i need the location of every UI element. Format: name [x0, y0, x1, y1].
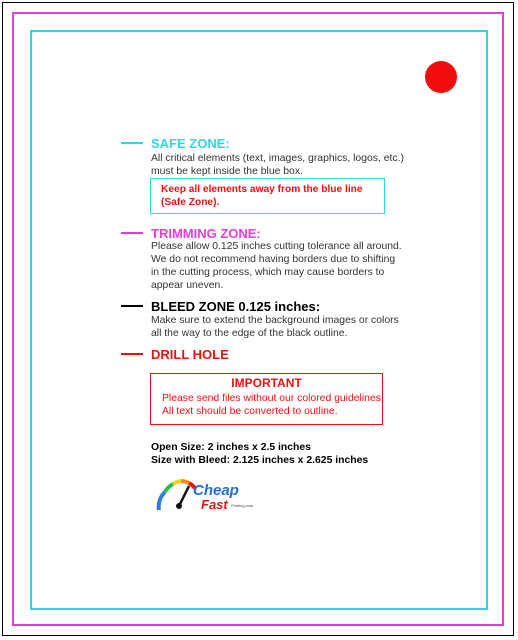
drill-hole-marker — [425, 61, 457, 93]
safe-zone-line-1: All critical elements (text, images, graphics, logos, etc.) — [151, 153, 404, 164]
safe-zone-text — [151, 152, 404, 178]
trim-zone-line-3: in the cutting process, which may cause borders to — [151, 267, 385, 278]
bleed-zone-title: BLEED ZONE 0.125 inches: — [151, 299, 321, 314]
trim-zone-text — [151, 240, 402, 292]
trim-zone-legend-line — [121, 232, 143, 234]
bleed-zone-legend-line — [121, 305, 143, 307]
size-info — [151, 441, 368, 467]
logo-word-printing: Printing.com — [231, 503, 254, 508]
logo-word-fast: Fast — [201, 497, 228, 512]
safe-zone-title: SAFE ZONE: — [151, 136, 230, 151]
open-size: Open Size: 2 inches x 2.5 inches — [151, 442, 311, 453]
drill-hole-legend-line — [121, 353, 143, 355]
important-title: IMPORTANT — [231, 376, 302, 390]
trim-zone-line-2: We do not recommend having borders due to shifting — [151, 254, 396, 265]
bleed-size: Size with Bleed: 2.125 inches x 2.625 inches — [151, 455, 369, 466]
trim-zone-line-4: appear uneven. — [151, 280, 224, 291]
safe-zone-line-2: must be kept inside the blue box. — [151, 166, 303, 177]
safe-zone-note — [161, 183, 363, 209]
bleed-zone-line-2: all the way to the edge of the black outline. — [151, 328, 348, 339]
safe-zone-legend-line — [121, 142, 143, 144]
important-line-2: All text should be converted to outline. — [162, 406, 338, 417]
safe-zone-note-line-1: Keep all elements away from the blue line — [161, 184, 363, 195]
important-line-1: Please send files without our colored guidelines. — [162, 393, 384, 404]
important-text — [162, 392, 384, 418]
logo-word-cheap: Cheap — [193, 482, 239, 499]
trim-zone-line-1: Please allow 0.125 inches cutting tolerance all around. — [151, 241, 402, 252]
company-logo — [155, 470, 265, 514]
drill-hole-title: DRILL HOLE — [151, 347, 229, 362]
safe-zone-note-line-2: (Safe Zone). — [161, 197, 220, 208]
trim-zone-title: TRIMMING ZONE: — [151, 226, 261, 241]
bleed-zone-text — [151, 314, 399, 340]
bleed-zone-line-1: Make sure to extend the background images or colors — [151, 315, 399, 326]
